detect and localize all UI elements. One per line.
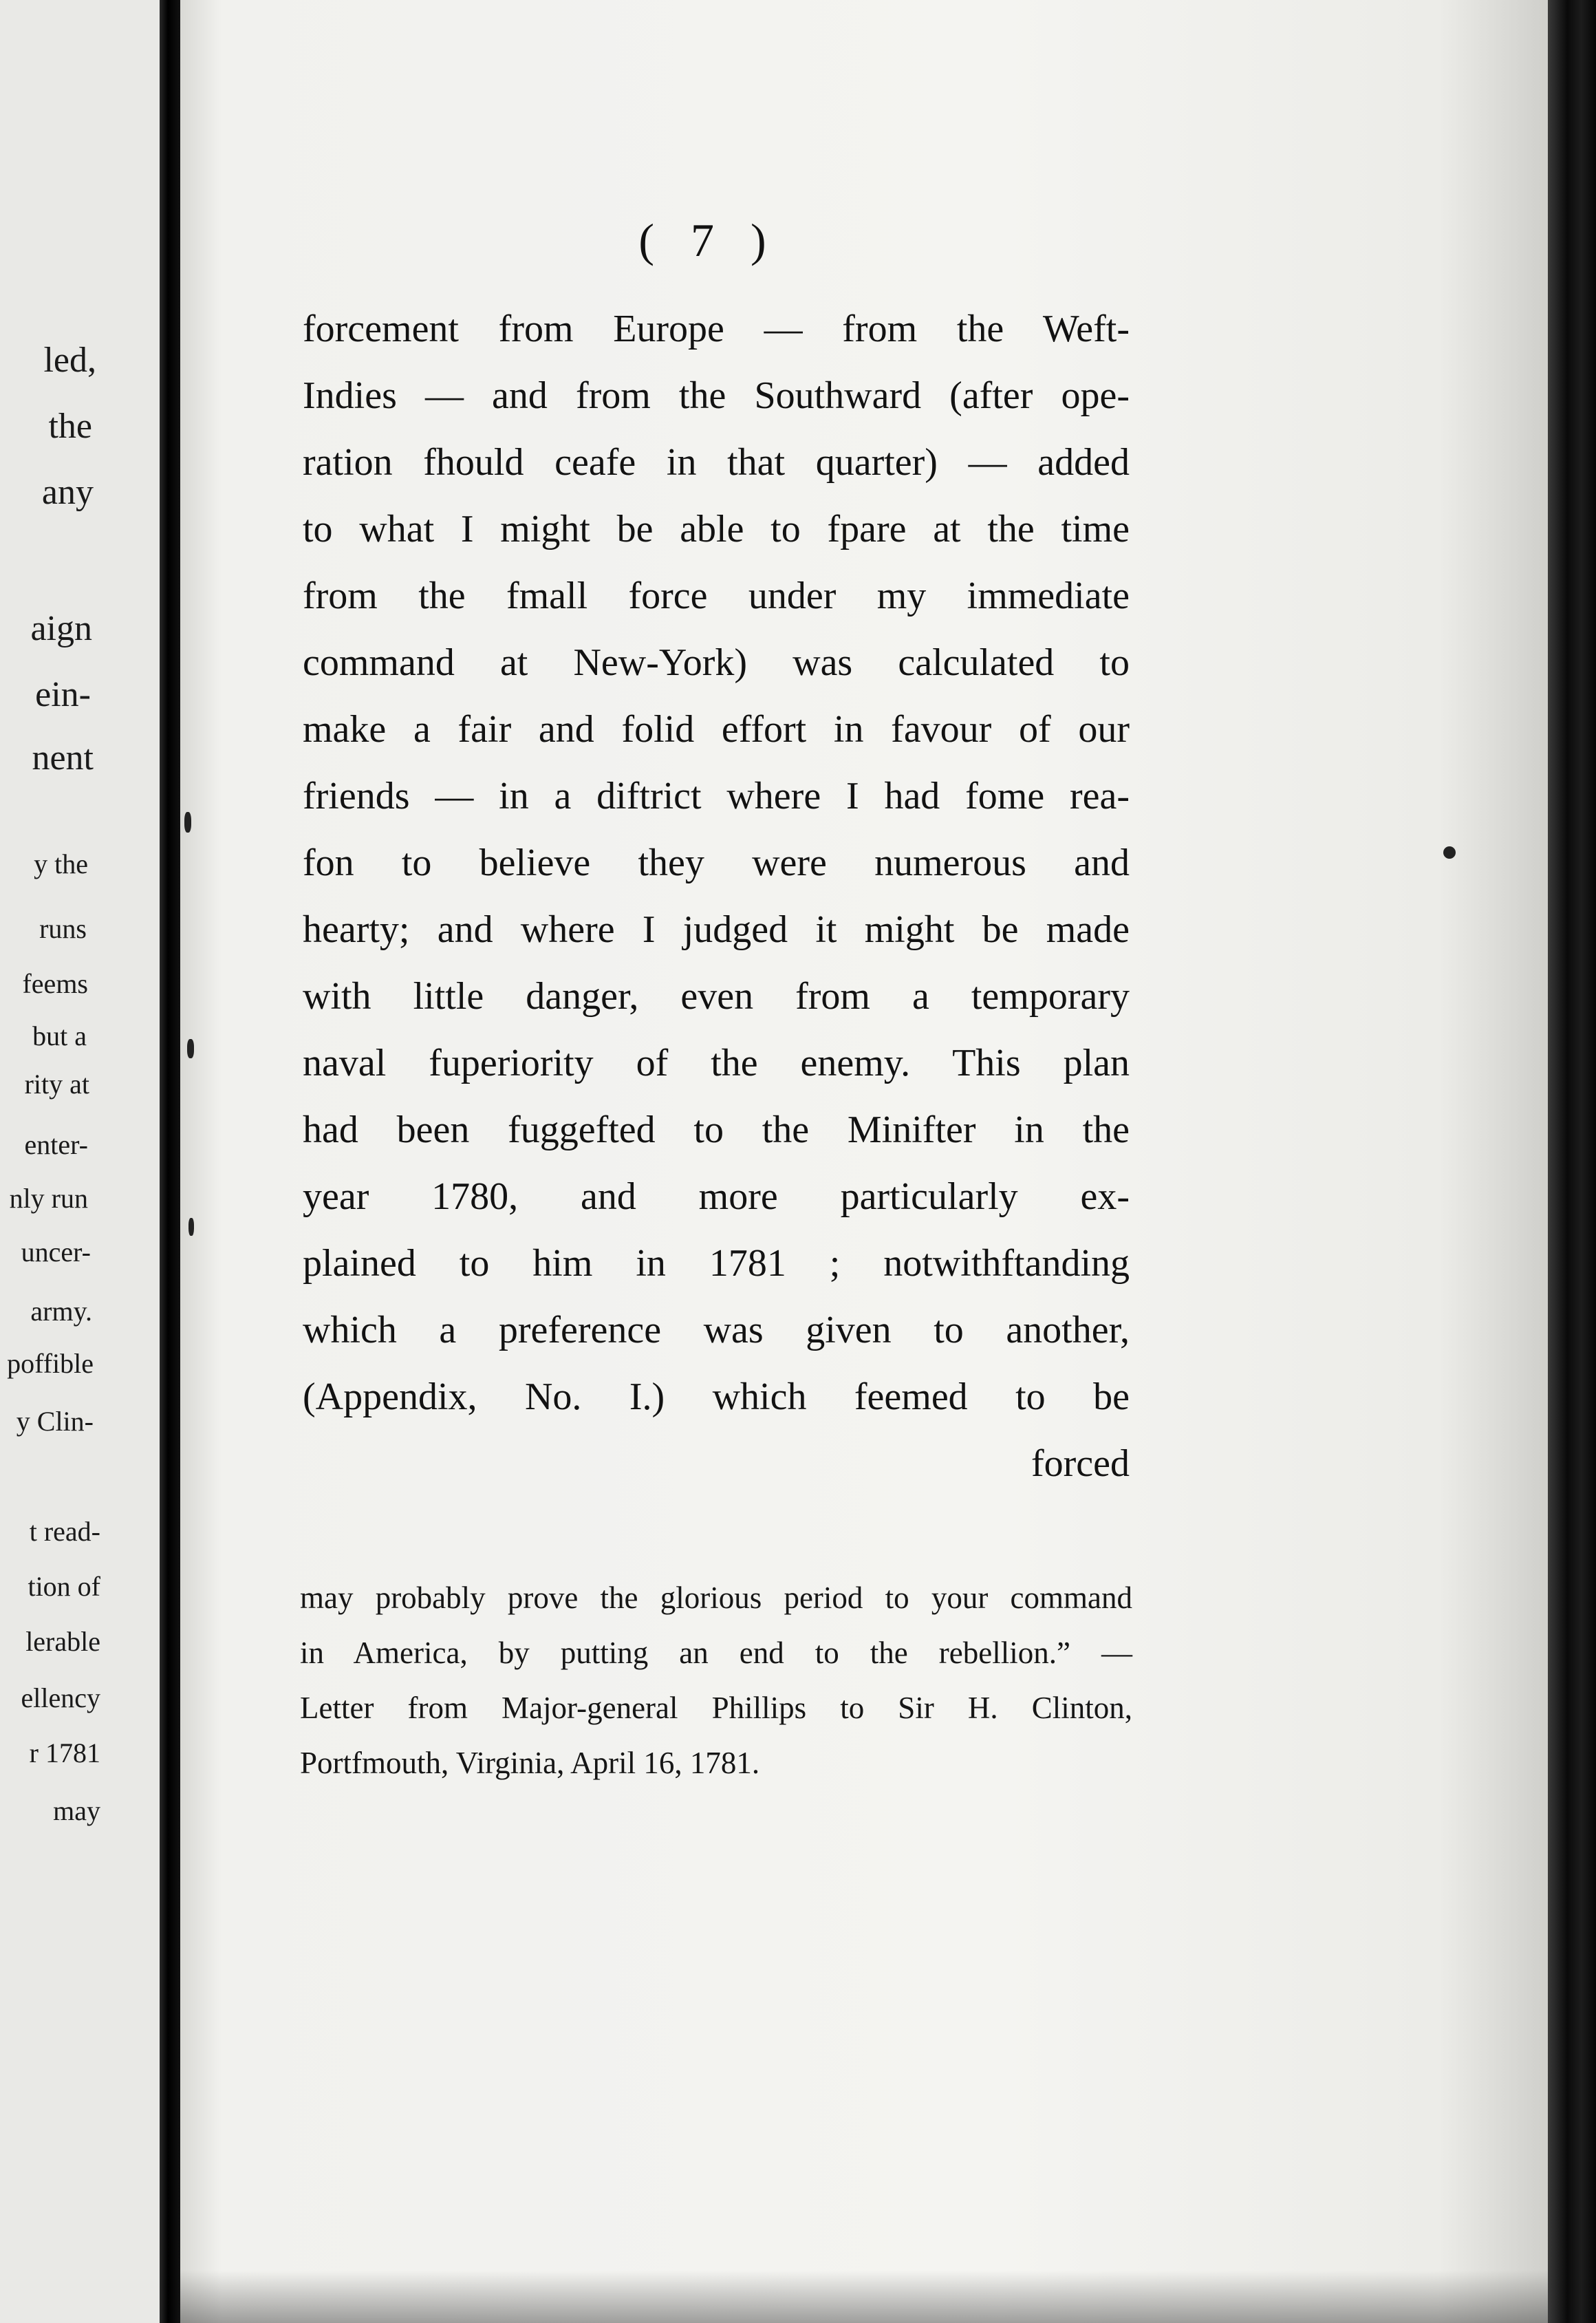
text-line: (Appendix, No. I.) which feemed to be: [303, 1375, 1130, 1418]
catchword: forced: [1031, 1442, 1130, 1485]
text-line: with little danger, even from a temporary: [303, 975, 1130, 1018]
left-page-line: t read-: [29, 1516, 100, 1547]
left-page-line: aign: [30, 609, 92, 648]
left-page-line: runs: [39, 913, 87, 944]
text-line: which a preference was given to another,: [303, 1309, 1130, 1351]
left-page-line: poffible: [7, 1348, 94, 1379]
text-line: ration fhould ceafe in that quarter) — added: [303, 441, 1130, 484]
text-line: had been fuggefted to the Minifter in the: [303, 1109, 1130, 1151]
left-page-line: any: [41, 473, 94, 512]
ink-speck: [1443, 846, 1456, 859]
text-line: to what I might be able to fpare at the time: [303, 508, 1130, 550]
left-page-line: the: [48, 407, 92, 446]
ink-speck: [188, 1218, 194, 1236]
ink-speck: [187, 1039, 194, 1058]
footnote-line: Letter from Major-general Phillips to Sir H. Clinton,: [300, 1691, 1132, 1725]
text-line: friends — in a diftrict where I had fome rea-: [303, 775, 1130, 817]
left-facing-page: [0, 0, 160, 2323]
left-page-line: but a: [32, 1020, 87, 1051]
left-page-line: rity at: [24, 1069, 89, 1100]
left-page-line: enter-: [24, 1129, 88, 1160]
left-page-line: ein-: [35, 675, 91, 714]
left-page-line: feems: [22, 968, 88, 999]
left-page-line: led,: [43, 341, 96, 380]
text-line: fon to believe they were numerous and: [303, 842, 1130, 884]
bottom-shadow: [180, 2271, 1548, 2323]
text-line: make a fair and folid effort in favour of our: [303, 708, 1130, 751]
text-line: Indies — and from the Southward (after ope-: [303, 374, 1130, 417]
footnote-line: Portfmouth, Virginia, April 16, 1781.: [300, 1746, 760, 1780]
left-page-line: ellency: [21, 1682, 100, 1713]
left-page-line: nly run: [9, 1183, 88, 1214]
text-line: from the fmall force under my immediate: [303, 575, 1130, 617]
left-page-line: lerable: [25, 1626, 100, 1657]
left-page-line: army.: [30, 1296, 92, 1327]
text-line: naval fuperiority of the enemy. This plan: [303, 1042, 1130, 1084]
footnote: [300, 1570, 1132, 1790]
page-edge-shadow: [1548, 0, 1596, 2323]
left-page-line: y the: [34, 848, 88, 879]
footnote-line: may probably prove the glorious period to your command: [300, 1581, 1132, 1615]
left-page-line: r 1781: [29, 1737, 100, 1768]
text-line: hearty; and where I judged it might be made: [303, 908, 1130, 951]
text-line: plained to him in 1781 ; notwithftanding: [303, 1242, 1130, 1285]
footnote-line: in America, by putting an end to the rebellion.” —: [300, 1636, 1132, 1670]
main-text-block: [303, 296, 1130, 1497]
page-number: ( 7 ): [638, 214, 779, 266]
text-line: year 1780, and more particularly ex-: [303, 1175, 1130, 1218]
book-gutter: [160, 0, 180, 2323]
left-page-line: tion of: [28, 1571, 100, 1602]
ink-speck: [184, 812, 191, 833]
left-page-line: nent: [32, 738, 94, 778]
left-page-line: may: [53, 1795, 100, 1826]
text-line: forcement from Europe — from the Weft-: [303, 308, 1130, 350]
text-line: command at New-York) was calculated to: [303, 641, 1130, 684]
left-page-line: y Clin-: [16, 1406, 94, 1437]
left-page-line: uncer-: [21, 1237, 91, 1267]
